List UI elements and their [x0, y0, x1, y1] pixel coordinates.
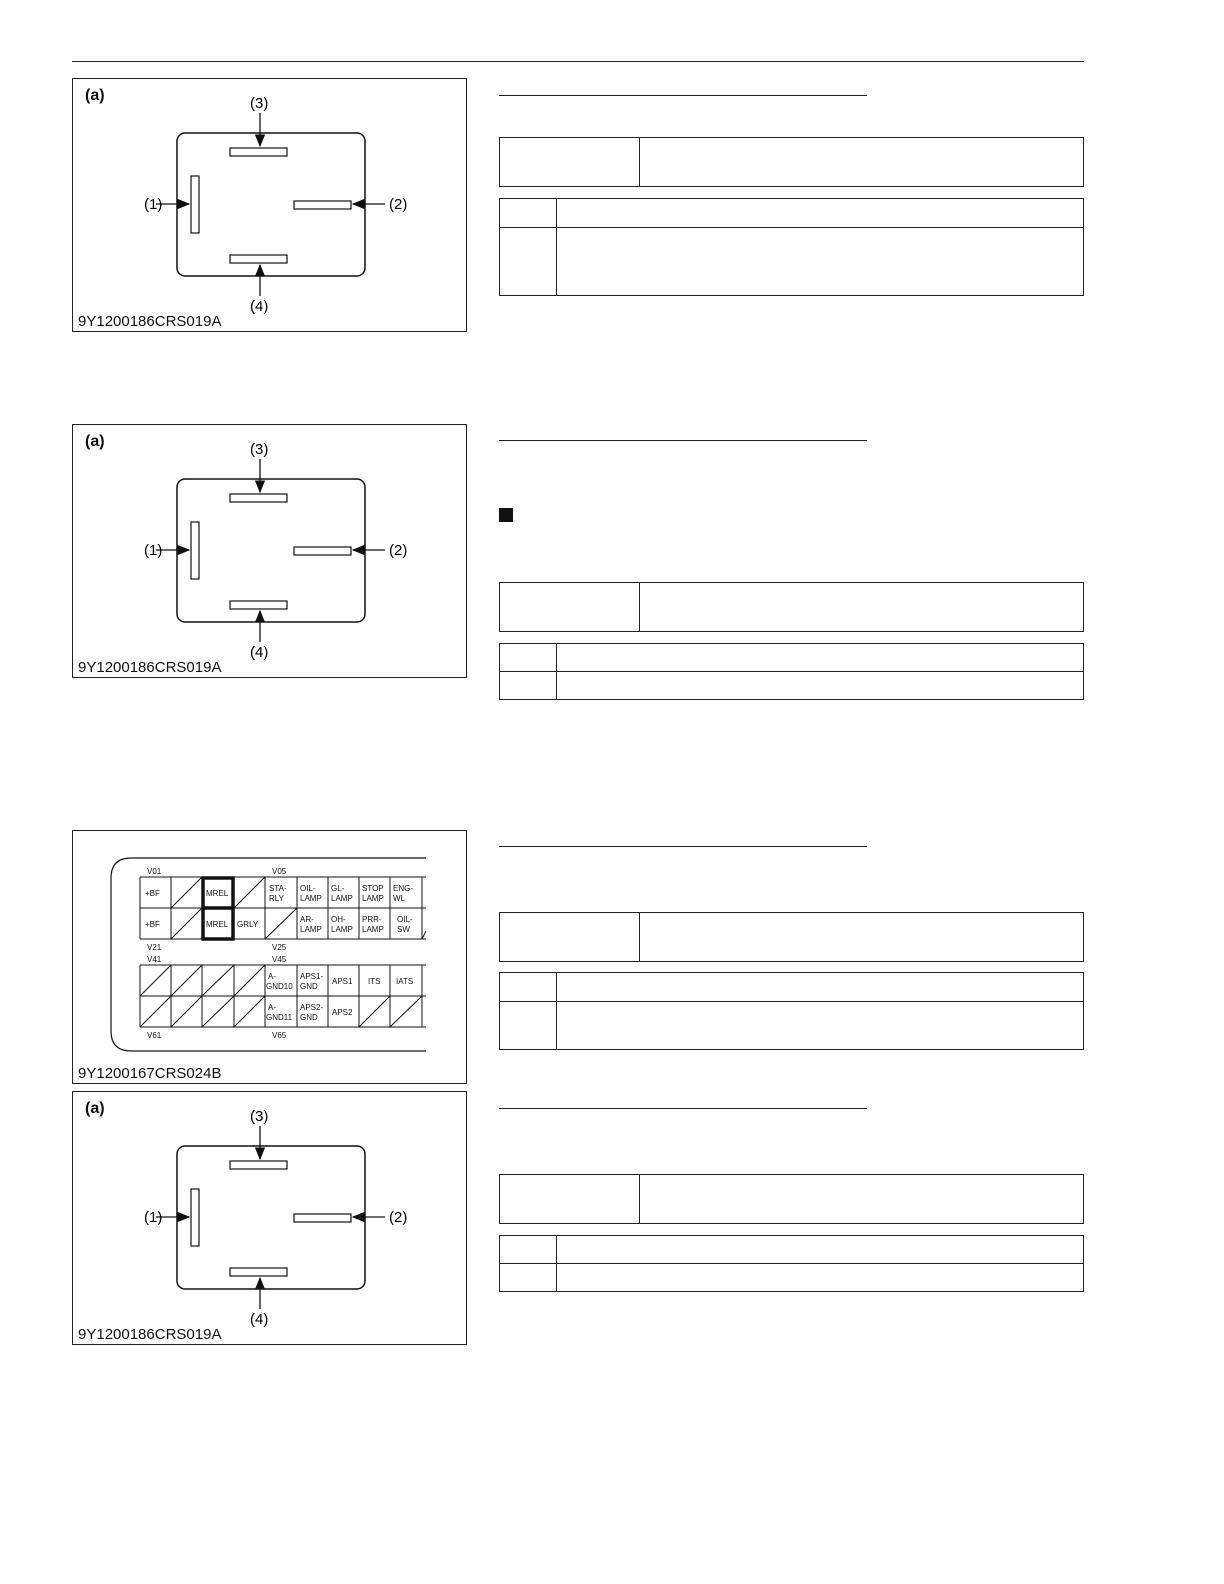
terminal-1 [191, 1189, 199, 1246]
label-4: (4) [250, 1311, 269, 1328]
square-bullet-icon [499, 508, 513, 522]
pin-text: A- [268, 972, 276, 981]
terminal-3 [230, 494, 287, 502]
ecu-connector-diagram [73, 831, 466, 1083]
pin-text: LAMP [300, 925, 322, 934]
relay-connector-figure-3 [72, 1091, 467, 1345]
relay-connector-diagram [73, 79, 466, 331]
pin-text: LAMP [331, 894, 353, 903]
pin-label-v25: V25 [272, 943, 287, 952]
terminal-2 [294, 1214, 351, 1222]
terminal-1 [191, 522, 199, 579]
pin-text: IATS [396, 977, 414, 986]
pin-text: ITS [368, 977, 381, 986]
section-rule [499, 1108, 867, 1109]
label-3: (3) [250, 95, 269, 112]
label-4: (4) [250, 644, 269, 661]
label-1: (1) [144, 1209, 163, 1226]
pin-text: +BF [145, 889, 160, 898]
pin-text: GL- [331, 884, 345, 893]
pin-text: LAMP [300, 894, 322, 903]
figure-tag: (a) [85, 87, 105, 104]
pin-text: LAMP [331, 925, 353, 934]
pin-text: GND10 [266, 982, 293, 991]
spec-table [499, 643, 1084, 700]
label-2: (2) [389, 196, 408, 213]
spec-box [499, 1174, 1084, 1224]
figure-tag: (a) [85, 1100, 105, 1117]
pin-label-v61: V61 [147, 1031, 162, 1040]
terminal-2 [294, 201, 351, 209]
relay-connector-figure-2 [72, 424, 467, 678]
pin-text: APS2- [300, 1003, 324, 1012]
terminal-3 [230, 1161, 287, 1169]
pin-label-v65: V65 [272, 1031, 287, 1040]
terminal-3 [230, 148, 287, 156]
pin-text: WL [393, 894, 405, 903]
pin-text: SW [397, 925, 410, 934]
section-rule [499, 95, 867, 96]
pin-text: GND [300, 1013, 318, 1022]
pin-label-v21: V21 [147, 943, 162, 952]
relay-connector-figure-1 [72, 78, 467, 332]
figure-code: 9Y1200186CRS019A [78, 313, 222, 330]
pin-text: OIL- [300, 884, 316, 893]
pin-text: AR- [300, 915, 314, 924]
pin-text: MREL [206, 889, 229, 898]
section-rule [499, 846, 867, 847]
label-1: (1) [144, 196, 163, 213]
figure-code: 9Y1200186CRS019A [78, 659, 222, 676]
pin-text: APS2 [332, 1008, 353, 1017]
terminal-1 [191, 176, 199, 233]
relay-connector-diagram [73, 1092, 466, 1344]
pin-text: STA- [269, 884, 287, 893]
pin-text: OIL- [397, 915, 413, 924]
pin-text: LAMP [362, 894, 384, 903]
pin-text: RLY [269, 894, 284, 903]
section-rule [499, 440, 867, 441]
pin-text: GND11 [266, 1013, 293, 1022]
spec-table [499, 1235, 1084, 1292]
label-3: (3) [250, 1108, 269, 1125]
pin-label-v45: V45 [272, 955, 287, 964]
label-2: (2) [389, 542, 408, 559]
label-1: (1) [144, 542, 163, 559]
spec-box [499, 582, 1084, 632]
pin-text: GND [300, 982, 318, 991]
pin-text: ENG- [393, 884, 413, 893]
pin-text: A- [268, 1003, 276, 1012]
pin-label-v41: V41 [147, 955, 162, 964]
header-rule [72, 61, 1084, 62]
pin-text: LAMP [362, 925, 384, 934]
pin-text: GRLY [237, 920, 259, 929]
terminal-4 [230, 601, 287, 609]
spec-table [499, 198, 1084, 296]
pin-label-v01: V01 [147, 867, 162, 876]
spec-box [499, 912, 1084, 962]
terminal-4 [230, 255, 287, 263]
spec-box [499, 137, 1084, 187]
relay-connector-diagram [73, 425, 466, 677]
ecu-connector-figure [72, 830, 467, 1084]
label-4: (4) [250, 298, 269, 315]
label-2: (2) [389, 1209, 408, 1226]
figure-tag: (a) [85, 433, 105, 450]
terminal-2 [294, 547, 351, 555]
pin-text: OH- [331, 915, 346, 924]
pin-label-v05: V05 [272, 867, 287, 876]
pin-text: STOP [362, 884, 384, 893]
figure-code: 9Y1200167CRS024B [78, 1065, 222, 1082]
pin-text: APS1 [332, 977, 353, 986]
terminal-4 [230, 1268, 287, 1276]
label-3: (3) [250, 441, 269, 458]
spec-table [499, 972, 1084, 1050]
pin-text: MREL [206, 920, 229, 929]
pin-text: +BF [145, 920, 160, 929]
pin-text: APS1- [300, 972, 324, 981]
pin-text: PRR- [362, 915, 382, 924]
figure-code: 9Y1200186CRS019A [78, 1326, 222, 1343]
